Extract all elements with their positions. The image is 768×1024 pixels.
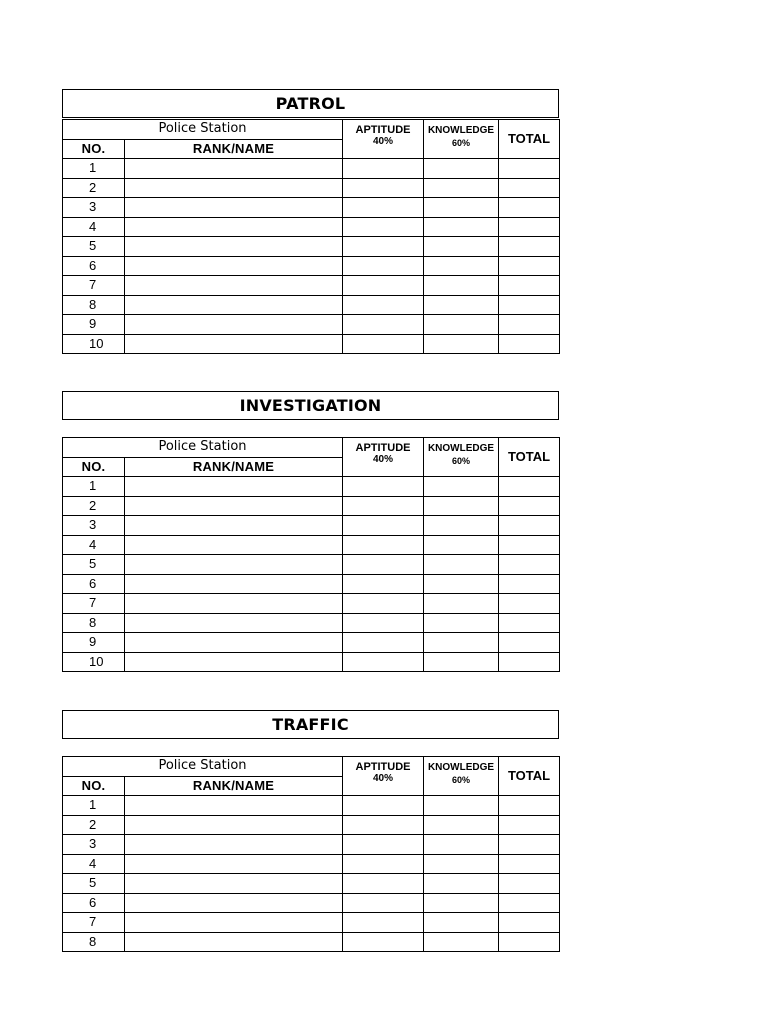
- aptitude-cell[interactable]: [343, 652, 424, 672]
- row-number: 7: [63, 276, 125, 296]
- table-row: [63, 574, 560, 594]
- table-row: [63, 854, 560, 874]
- aptitude-cell[interactable]: [343, 893, 424, 913]
- score-rows: [63, 477, 560, 672]
- table-row: [63, 652, 560, 672]
- aptitude-cell[interactable]: [343, 159, 424, 179]
- knowledge-weight: 60%: [451, 456, 470, 466]
- table-row: [63, 874, 560, 894]
- knowledge-cell[interactable]: [424, 315, 499, 335]
- aptitude-cell[interactable]: [343, 574, 424, 594]
- aptitude-label: APTITUDE: [355, 124, 411, 136]
- table-row: [63, 932, 560, 952]
- aptitude-cell[interactable]: [343, 334, 424, 354]
- table-row: [63, 276, 560, 296]
- rank-name-cell[interactable]: [125, 796, 343, 816]
- aptitude-cell[interactable]: [343, 516, 424, 536]
- table-row: [63, 237, 560, 257]
- knowledge-cell[interactable]: [424, 874, 499, 894]
- row-number: 7: [63, 594, 125, 614]
- rank-name-cell[interactable]: [125, 815, 343, 835]
- score-table: [62, 756, 560, 952]
- aptitude-cell[interactable]: [343, 932, 424, 952]
- knowledge-cell[interactable]: [424, 295, 499, 315]
- total-cell[interactable]: [499, 574, 560, 594]
- table-row: [63, 633, 560, 653]
- total-cell[interactable]: [499, 198, 560, 218]
- aptitude-cell[interactable]: [343, 535, 424, 555]
- aptitude-cell[interactable]: [343, 315, 424, 335]
- knowledge-weight: 60%: [451, 138, 470, 148]
- total-cell[interactable]: [499, 796, 560, 816]
- table-row: [63, 835, 560, 855]
- row-number: 9: [63, 315, 125, 335]
- row-number: 6: [63, 256, 125, 276]
- row-number: 9: [63, 633, 125, 653]
- aptitude-cell[interactable]: [343, 496, 424, 516]
- row-number: 2: [63, 496, 125, 516]
- rank-name-cell[interactable]: [125, 217, 343, 237]
- total-cell[interactable]: [499, 613, 560, 633]
- row-number: 6: [63, 574, 125, 594]
- section-title: TRAFFIC: [62, 710, 559, 739]
- knowledge-cell[interactable]: [424, 334, 499, 354]
- table-row: [63, 198, 560, 218]
- aptitude-weight: 40%: [372, 773, 393, 784]
- total-cell[interactable]: [499, 276, 560, 296]
- knowledge-cell[interactable]: [424, 237, 499, 257]
- table-row: [63, 315, 560, 335]
- row-number: 5: [63, 874, 125, 894]
- aptitude-cell[interactable]: [343, 913, 424, 933]
- aptitude-cell[interactable]: [343, 594, 424, 614]
- rank-name-cell[interactable]: [125, 535, 343, 555]
- aptitude-cell[interactable]: [343, 815, 424, 835]
- rank-name-cell[interactable]: [125, 178, 343, 198]
- knowledge-cell[interactable]: [424, 594, 499, 614]
- no-header: NO.: [63, 457, 125, 477]
- knowledge-cell[interactable]: [424, 159, 499, 179]
- row-number: 6: [63, 893, 125, 913]
- knowledge-label: KNOWLEDGE: [427, 443, 495, 454]
- rank-name-cell[interactable]: [125, 237, 343, 257]
- knowledge-cell[interactable]: [424, 477, 499, 497]
- knowledge-cell[interactable]: [424, 198, 499, 218]
- total-header: TOTAL: [499, 757, 560, 796]
- rank-name-cell[interactable]: [125, 574, 343, 594]
- total-cell[interactable]: [499, 633, 560, 653]
- total-cell[interactable]: [499, 178, 560, 198]
- aptitude-header: [343, 120, 424, 159]
- rank-name-cell[interactable]: [125, 256, 343, 276]
- table-row: [63, 256, 560, 276]
- rank-name-cell[interactable]: [125, 854, 343, 874]
- row-number: 8: [63, 613, 125, 633]
- score-rows: [63, 796, 560, 952]
- rank-name-cell[interactable]: [125, 652, 343, 672]
- row-number: 4: [63, 535, 125, 555]
- knowledge-cell[interactable]: [424, 276, 499, 296]
- knowledge-header: [424, 438, 499, 477]
- no-header: NO.: [63, 139, 125, 159]
- score-table: [62, 119, 560, 354]
- total-cell[interactable]: [499, 913, 560, 933]
- rank-name-cell[interactable]: [125, 477, 343, 497]
- aptitude-cell[interactable]: [343, 178, 424, 198]
- no-header: NO.: [63, 776, 125, 796]
- rank-name-cell[interactable]: [125, 315, 343, 335]
- rank-name-cell[interactable]: [125, 893, 343, 913]
- knowledge-cell[interactable]: [424, 815, 499, 835]
- aptitude-cell[interactable]: [343, 217, 424, 237]
- knowledge-label: KNOWLEDGE: [427, 125, 495, 136]
- rank-name-header: RANK/NAME: [125, 457, 343, 477]
- knowledge-cell[interactable]: [424, 854, 499, 874]
- total-header: TOTAL: [499, 120, 560, 159]
- table-row: [63, 178, 560, 198]
- row-number: 3: [63, 198, 125, 218]
- rank-name-cell[interactable]: [125, 516, 343, 536]
- score-rows: [63, 159, 560, 354]
- row-number: 5: [63, 237, 125, 257]
- knowledge-cell[interactable]: [424, 496, 499, 516]
- knowledge-weight: 60%: [451, 775, 470, 785]
- knowledge-cell[interactable]: [424, 652, 499, 672]
- knowledge-cell[interactable]: [424, 535, 499, 555]
- total-cell[interactable]: [499, 874, 560, 894]
- rank-name-cell[interactable]: [125, 496, 343, 516]
- rank-name-cell[interactable]: [125, 613, 343, 633]
- rank-name-cell[interactable]: [125, 295, 343, 315]
- row-number: 1: [63, 477, 125, 497]
- total-cell[interactable]: [499, 295, 560, 315]
- rank-name-cell[interactable]: [125, 594, 343, 614]
- row-number: 4: [63, 854, 125, 874]
- row-number: 1: [63, 796, 125, 816]
- rank-name-cell[interactable]: [125, 334, 343, 354]
- total-cell[interactable]: [499, 652, 560, 672]
- row-number: 10: [63, 652, 125, 672]
- police-station-header: Police Station: [63, 757, 343, 777]
- table-row: [63, 555, 560, 575]
- table-row: [63, 217, 560, 237]
- knowledge-cell[interactable]: [424, 516, 499, 536]
- section-title: INVESTIGATION: [62, 391, 559, 420]
- total-header: TOTAL: [499, 438, 560, 477]
- total-cell[interactable]: [499, 893, 560, 913]
- knowledge-cell[interactable]: [424, 178, 499, 198]
- row-number: 10: [63, 334, 125, 354]
- rank-name-cell[interactable]: [125, 198, 343, 218]
- table-row: [63, 893, 560, 913]
- knowledge-cell[interactable]: [424, 555, 499, 575]
- rank-name-cell[interactable]: [125, 159, 343, 179]
- row-number: 7: [63, 913, 125, 933]
- knowledge-cell[interactable]: [424, 835, 499, 855]
- aptitude-cell[interactable]: [343, 796, 424, 816]
- total-cell[interactable]: [499, 256, 560, 276]
- total-cell[interactable]: [499, 854, 560, 874]
- aptitude-weight: 40%: [372, 136, 393, 147]
- rank-name-cell[interactable]: [125, 276, 343, 296]
- knowledge-cell[interactable]: [424, 913, 499, 933]
- total-cell[interactable]: [499, 237, 560, 257]
- row-number: 3: [63, 835, 125, 855]
- total-cell[interactable]: [499, 496, 560, 516]
- total-cell[interactable]: [499, 815, 560, 835]
- row-number: 3: [63, 516, 125, 536]
- aptitude-cell[interactable]: [343, 256, 424, 276]
- aptitude-cell[interactable]: [343, 835, 424, 855]
- aptitude-weight: 40%: [372, 454, 393, 465]
- section-title: PATROL: [62, 89, 559, 118]
- police-station-header: Police Station: [63, 438, 343, 458]
- table-row: [63, 496, 560, 516]
- aptitude-cell[interactable]: [343, 198, 424, 218]
- table-row: [63, 159, 560, 179]
- knowledge-header: [424, 757, 499, 796]
- knowledge-cell[interactable]: [424, 574, 499, 594]
- row-number: 2: [63, 178, 125, 198]
- knowledge-cell[interactable]: [424, 633, 499, 653]
- rank-name-cell[interactable]: [125, 835, 343, 855]
- aptitude-cell[interactable]: [343, 613, 424, 633]
- total-cell[interactable]: [499, 477, 560, 497]
- knowledge-cell[interactable]: [424, 256, 499, 276]
- total-cell[interactable]: [499, 516, 560, 536]
- total-cell[interactable]: [499, 835, 560, 855]
- table-row: [63, 613, 560, 633]
- aptitude-cell[interactable]: [343, 854, 424, 874]
- knowledge-header: [424, 120, 499, 159]
- rank-name-cell[interactable]: [125, 932, 343, 952]
- total-cell[interactable]: [499, 217, 560, 237]
- row-number: 1: [63, 159, 125, 179]
- table-row: [63, 516, 560, 536]
- aptitude-label: APTITUDE: [355, 761, 411, 773]
- aptitude-cell[interactable]: [343, 633, 424, 653]
- aptitude-label: APTITUDE: [355, 442, 411, 454]
- rank-name-header: RANK/NAME: [125, 139, 343, 159]
- rank-name-cell[interactable]: [125, 555, 343, 575]
- aptitude-cell[interactable]: [343, 276, 424, 296]
- rank-name-cell[interactable]: [125, 913, 343, 933]
- knowledge-cell[interactable]: [424, 796, 499, 816]
- table-row: [63, 594, 560, 614]
- total-cell[interactable]: [499, 555, 560, 575]
- table-row: [63, 796, 560, 816]
- table-row: [63, 295, 560, 315]
- row-number: 2: [63, 815, 125, 835]
- aptitude-cell[interactable]: [343, 237, 424, 257]
- aptitude-cell[interactable]: [343, 477, 424, 497]
- total-cell[interactable]: [499, 932, 560, 952]
- table-row: [63, 477, 560, 497]
- row-number: 4: [63, 217, 125, 237]
- rank-name-cell[interactable]: [125, 874, 343, 894]
- knowledge-cell[interactable]: [424, 613, 499, 633]
- table-row: [63, 815, 560, 835]
- aptitude-cell[interactable]: [343, 295, 424, 315]
- row-number: 8: [63, 295, 125, 315]
- rank-name-header: RANK/NAME: [125, 776, 343, 796]
- table-row: [63, 535, 560, 555]
- knowledge-cell[interactable]: [424, 893, 499, 913]
- total-cell[interactable]: [499, 159, 560, 179]
- aptitude-header: [343, 757, 424, 796]
- total-cell[interactable]: [499, 594, 560, 614]
- total-cell[interactable]: [499, 315, 560, 335]
- row-number: 8: [63, 932, 125, 952]
- score-table: [62, 437, 560, 672]
- aptitude-header: [343, 438, 424, 477]
- total-cell[interactable]: [499, 334, 560, 354]
- table-row: [63, 913, 560, 933]
- aptitude-cell[interactable]: [343, 874, 424, 894]
- knowledge-cell[interactable]: [424, 217, 499, 237]
- row-number: 5: [63, 555, 125, 575]
- knowledge-cell[interactable]: [424, 932, 499, 952]
- knowledge-label: KNOWLEDGE: [427, 762, 495, 773]
- aptitude-cell[interactable]: [343, 555, 424, 575]
- police-station-header: Police Station: [63, 120, 343, 140]
- rank-name-cell[interactable]: [125, 633, 343, 653]
- total-cell[interactable]: [499, 535, 560, 555]
- table-row: [63, 334, 560, 354]
